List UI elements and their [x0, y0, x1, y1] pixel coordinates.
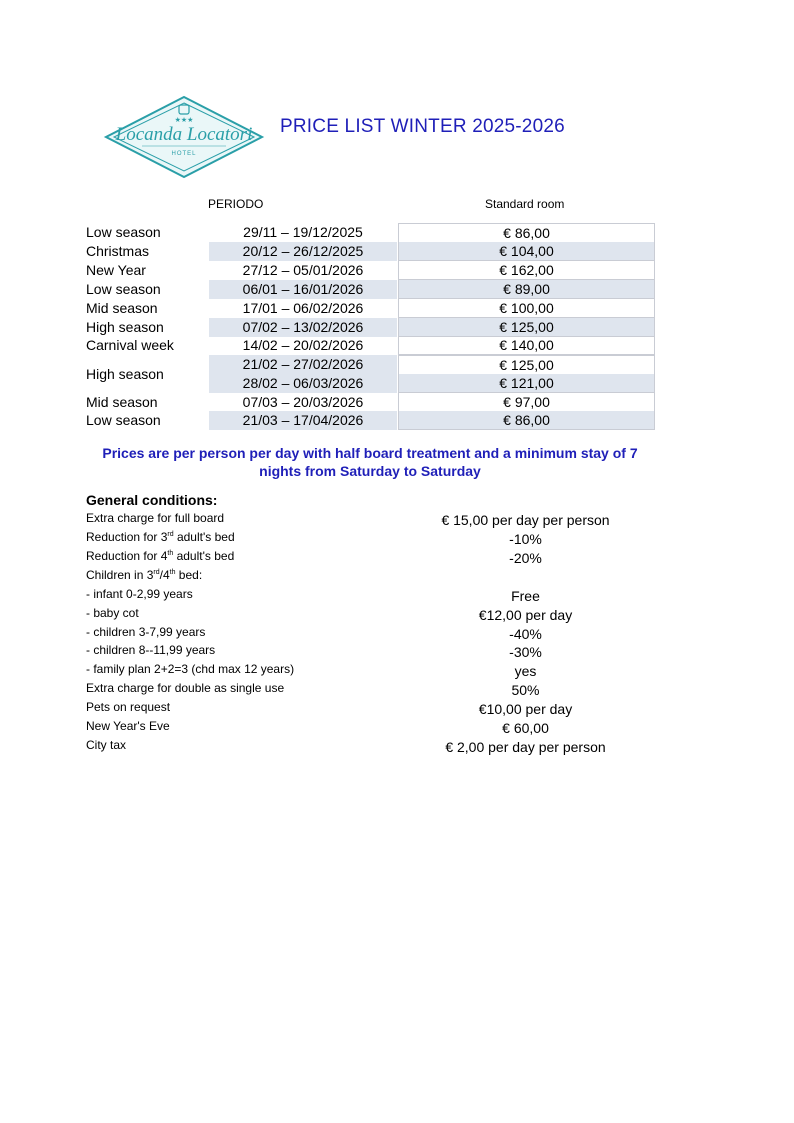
period-header: PERIODO [208, 197, 264, 211]
condition-label: Reduction for 3rd adult's bed [86, 530, 235, 544]
room-price: € 125,00 [398, 355, 655, 375]
season-label: Low season [86, 224, 161, 240]
condition-row [0, 700, 794, 719]
ordinal-suffix: rd [153, 569, 160, 576]
room-price: € 121,00 [398, 374, 655, 393]
condition-label: Pets on request [86, 700, 171, 714]
season-label: High season [86, 366, 164, 382]
condition-value: Free [511, 588, 540, 604]
season-label: Mid season [86, 300, 158, 316]
condition-row [0, 719, 794, 738]
table-row [0, 336, 794, 355]
table-row [0, 261, 794, 280]
table-row [0, 393, 794, 412]
condition-label: Extra charge for double as single use [86, 681, 285, 695]
pricing-note: Prices are per person per day with half board treatment and a minimum stay of 7 nights from Saturday to Saturday [102, 445, 638, 479]
condition-row [0, 625, 794, 644]
condition-row [0, 662, 794, 681]
condition-row [0, 511, 794, 530]
condition-label: Children in 3rd/4th bed: [86, 568, 203, 582]
condition-label: City tax [86, 738, 127, 752]
condition-value: -10% [509, 531, 542, 547]
hotel-logo [102, 94, 266, 180]
condition-value: -30% [509, 644, 542, 660]
ordinal-suffix: th [167, 550, 174, 557]
condition-value: € 15,00 per day per person [441, 512, 610, 528]
period-dates: 20/12 – 26/12/2025 [209, 242, 397, 261]
season-label: New Year [86, 262, 146, 278]
condition-label: Reduction for 4th adult's bed [86, 549, 235, 563]
condition-label: - baby cot [86, 606, 139, 620]
period-dates: 14/02 – 20/02/2026 [242, 337, 364, 353]
period-dates: 06/01 – 16/01/2026 [209, 280, 397, 299]
table-row [0, 280, 794, 299]
period-dates: 17/01 – 06/02/2026 [242, 300, 364, 316]
condition-row [0, 606, 794, 625]
ordinal-suffix: rd [167, 531, 174, 538]
season-label: Low season [86, 281, 161, 297]
table-row [0, 374, 794, 393]
room-header: Standard room [485, 197, 565, 211]
room-price: € 162,00 [398, 261, 655, 280]
condition-label: New Year's Eve [86, 719, 170, 733]
condition-value: yes [514, 663, 537, 679]
table-row [0, 411, 794, 430]
logo-subtitle: HOTEL [171, 151, 197, 157]
logo-stars: ★★★ [174, 116, 194, 124]
conditions-title: General conditions: [86, 492, 218, 508]
logo-name: Locanda Locatori [115, 124, 253, 145]
period-dates: 27/12 – 05/01/2026 [242, 262, 364, 278]
period-dates: 21/02 – 27/02/2026 [209, 355, 397, 374]
condition-row [0, 568, 794, 587]
ordinal-suffix: th [169, 569, 176, 576]
condition-row [0, 738, 794, 757]
room-price: € 86,00 [398, 223, 655, 243]
season-label: Low season [86, 412, 161, 428]
table-row [0, 318, 794, 337]
season-label: Carnival week [86, 337, 174, 353]
condition-label: - family plan 2+2=3 (chd max 12 years) [86, 662, 295, 676]
table-row [0, 223, 794, 242]
condition-label: - infant 0-2,99 years [86, 587, 193, 601]
period-dates: 28/02 – 06/03/2026 [209, 374, 397, 393]
table-row [0, 355, 794, 374]
page-title: PRICE LIST WINTER 2025-2026 [280, 116, 565, 137]
condition-row [0, 643, 794, 662]
room-price: € 86,00 [398, 411, 655, 430]
condition-row [0, 549, 794, 568]
condition-value: € 2,00 per day per person [445, 739, 606, 755]
table-row [0, 299, 794, 318]
condition-row [0, 530, 794, 549]
condition-value: -20% [509, 550, 542, 566]
condition-row [0, 587, 794, 606]
condition-label: - children 8--11,99 years [86, 643, 216, 657]
condition-label: - children 3-7,99 years [86, 625, 206, 639]
room-price: € 125,00 [398, 318, 655, 337]
condition-label: Extra charge for full board [86, 511, 225, 525]
period-dates: 07/02 – 13/02/2026 [209, 318, 397, 337]
room-price: € 104,00 [398, 242, 655, 261]
room-price: € 100,00 [398, 299, 655, 318]
season-label: High season [86, 319, 164, 335]
season-label: Christmas [86, 243, 150, 259]
condition-value: -40% [509, 626, 542, 642]
condition-row [0, 681, 794, 700]
condition-value: €12,00 per day [478, 607, 573, 623]
room-price: € 97,00 [398, 393, 655, 412]
room-price: € 89,00 [398, 280, 655, 299]
period-dates: 29/11 – 19/12/2025 [243, 224, 363, 240]
condition-value: 50% [511, 682, 540, 698]
season-label: Mid season [86, 394, 158, 410]
room-price: € 140,00 [398, 336, 655, 355]
condition-value: €10,00 per day [478, 701, 573, 717]
table-row [0, 242, 794, 261]
period-dates: 07/03 – 20/03/2026 [242, 394, 364, 410]
condition-value: € 60,00 [502, 720, 549, 736]
period-dates: 21/03 – 17/04/2026 [209, 411, 397, 430]
